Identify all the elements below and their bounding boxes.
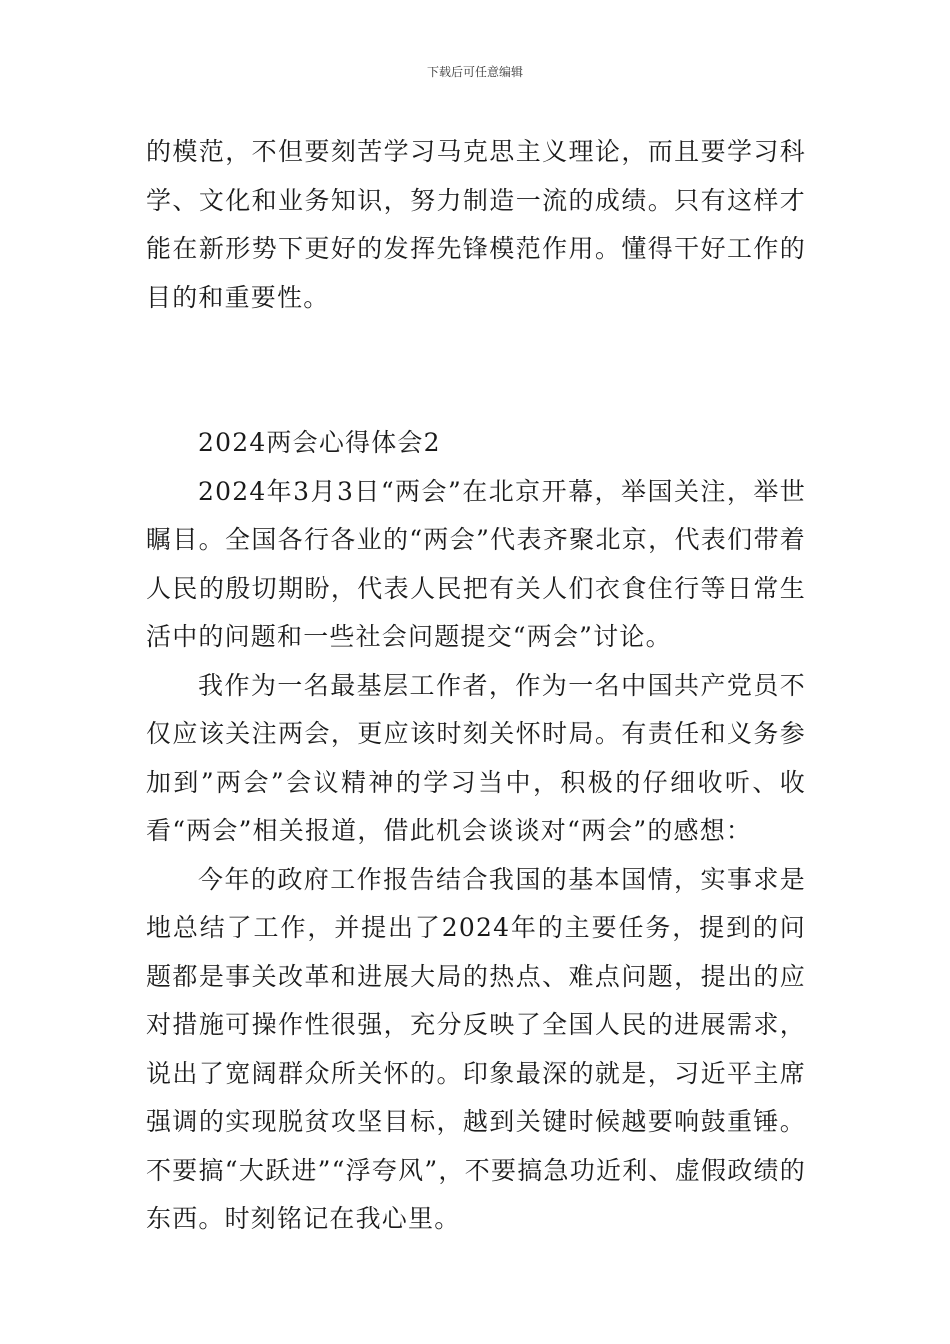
body-paragraph-3: 今年的政府工作报告结合我国的基本国情，实事求是地总结了工作，并提出了2024年的主要任务，提到的问题都是事关改革和进展大局的热点、难点问题，提出的应对措施可操作性很强，充分反映了全国人民的进展需求，说出了宽阔群众所关怀的。印象最深的就是，习近平主席强调的实现脱贫攻坚目标，越到关键时候越要响鼓重锤。不要搞“大跃进”“浮夸风”，不要搞急功近利、虚假政绩的东西。时刻铭记在我心里。: [146, 864, 806, 1233]
continued-paragraph: 的模范，不但要刻苦学习马克思主义理论，而且要学习科学、文化和业务知识，努力制造一流的成绩。只有这样才能在新形势下更好的发挥先锋模范作用。懂得干好工作的目的和重要性。: [146, 137, 806, 312]
section-title: 2024两会心得体会2: [198, 428, 441, 457]
body-paragraph-1: 2024年3月3日“两会”在北京开幕，举国关注，举世瞩目。全国各行各业的“两会”代表齐聚北京，代表们带着人民的殷切期盼，代表人民把有关人们衣食住行等日常生活中的问题和一些社会问题提交“两会”讨论。: [146, 476, 806, 651]
document-body: [146, 128, 806, 1244]
page-header-note: 下载后可任意编辑: [426, 65, 523, 79]
section-spacer: [146, 322, 806, 419]
body-paragraph-2: 我作为一名最基层工作者，作为一名中国共产党员不仅应该关注两会，更应该时刻关怀时局。有责任和义务参加到”两会”会议精神的学习当中，积极的仔细收听、收看“两会”相关报道，借此机会谈谈对“两会”的感想：: [146, 670, 806, 845]
